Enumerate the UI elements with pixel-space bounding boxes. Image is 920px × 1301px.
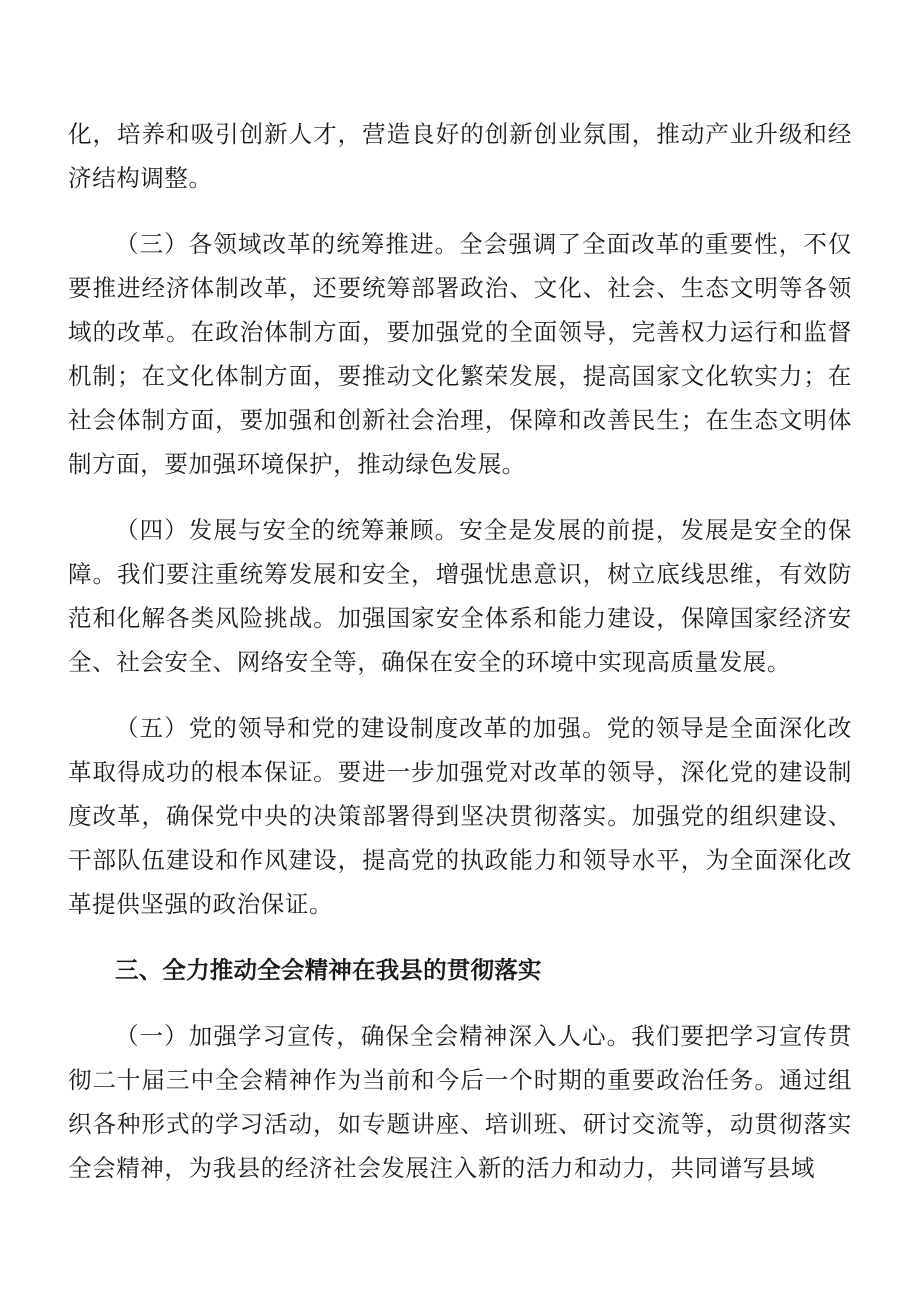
paragraph-item-3: （三）各领域改革的统筹推进。全会强调了全面改革的重要性，不仅要推进经济体制改革，还要统筹部署政治、文化、社会、生态文明等各领域的改革。在政治体制方面，要加强党的全面领导，完善权力运行和监督机制；在文化体制方面，要推动文化繁荣发展，提高国家文化软实力；在社会体制方面，要加强和创新社会治理，保障和改善民生；在生态文明体制方面，要加强环境保护，推动绿色发展。 bbox=[68, 230, 852, 478]
paragraph-item-5: （五）党的领导和党的建设制度改革的加强。党的领导是全面深化改革取得成功的根本保证。要进一步加强党对改革的领导，深化党的建设制度改革，确保党中央的决策部署得到坚决贯彻落实。加强党的组织建设、干部队伍建设和作风建设，提高党的执政能力和领导水平，为全面深化改革提供坚强的政治保证。 bbox=[68, 714, 852, 918]
document-body bbox=[68, 112, 852, 1212]
section-heading: 三、全力推动全会精神在我县的贯彻落实 bbox=[115, 956, 542, 984]
paragraph-item-4: （四）发展与安全的统筹兼顾。安全是发展的前提，发展是安全的保障。我们要注重统筹发展和安全，增强忧患意识，树立底线思维，有效防范和化解各类风险挑战。加强国家安全体系和能力建设，保障国家经济安全、社会安全、网络安全等，确保在安全的环境中实现高质量发展。 bbox=[68, 516, 852, 676]
paragraph-continuation: 化，培养和吸引创新人才，营造良好的创新创业氛围，推动产业升级和经济结构调整。 bbox=[68, 120, 852, 192]
section-paragraph-1: （一）加强学习宣传，确保全会精神深入人心。我们要把学习宣传贯彻二十届三中全会精神作为当前和今后一个时期的重要政治任务。通过组织各种形式的学习活动，如专题讲座、培训班、研讨交流等，动贯彻落实全会精神，为我县的经济社会发展注入新的活力和动力，共同谱写县域 bbox=[68, 1022, 852, 1182]
